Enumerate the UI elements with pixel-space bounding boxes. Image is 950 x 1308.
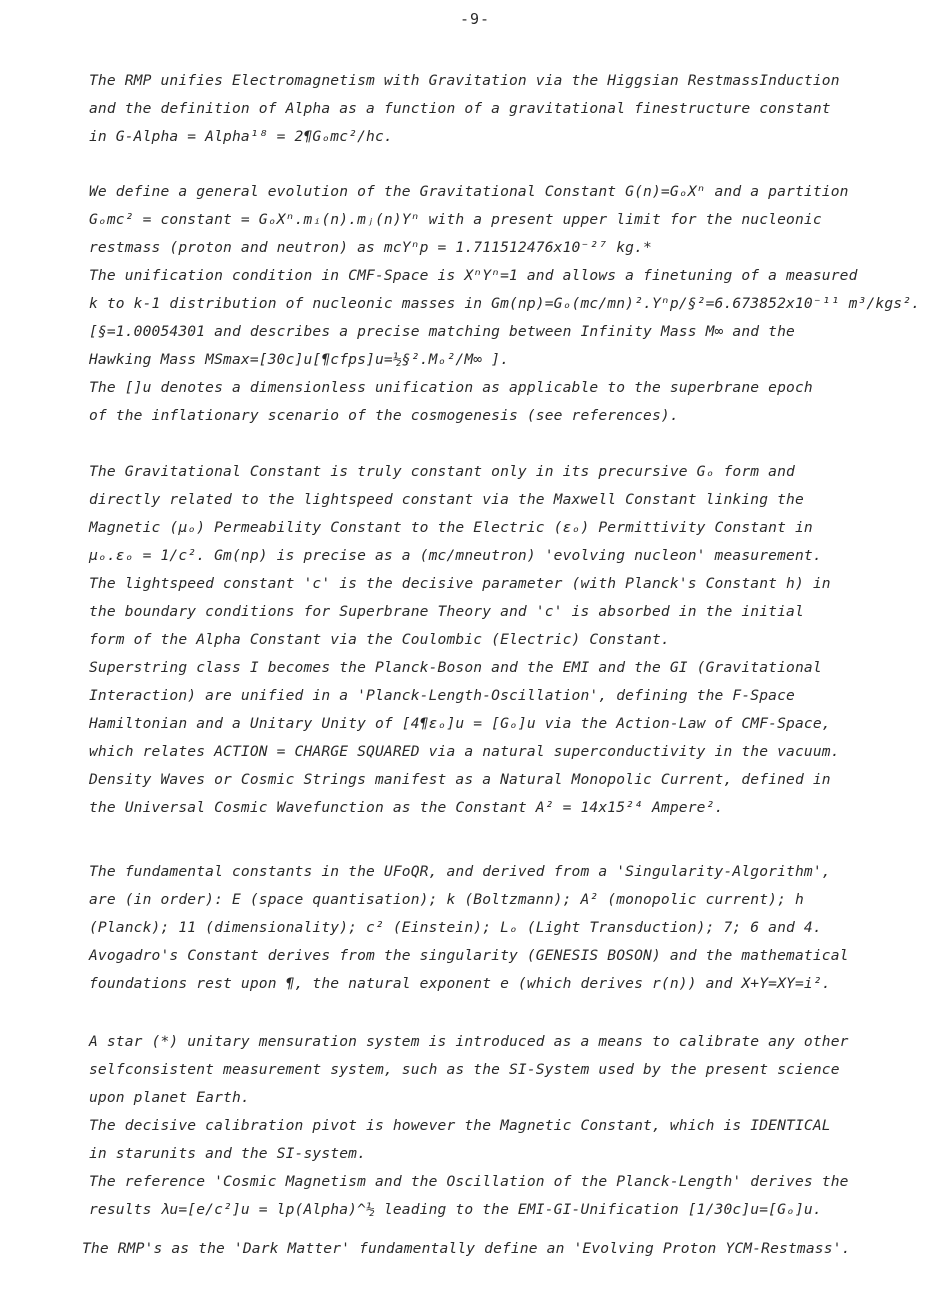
text-line: The Gravitational Constant is truly constant only in its precursive Gₒ form and	[89, 463, 795, 480]
paragraph-dark-matter	[82, 1235, 887, 1263]
text-line: k to k-1 distribution of nucleonic masses in Gm(np)=Gₒ(mc/mn)².Yⁿp/§²=6.673852x10⁻¹¹ m³/kgs².	[89, 295, 921, 312]
text-line: [§=1.00054301 and describes a precise matching between Infinity Mass M∞ and the	[89, 323, 795, 340]
text-line: We define a general evolution of the Gravitational Constant G(n)=GₒXⁿ and a partition	[89, 183, 849, 200]
text-line: the Universal Cosmic Wavefunction as the Constant A² = 14x15²⁴ Ampere².	[89, 799, 724, 816]
text-line: The RMP unifies Electromagnetism with Gravitation via the Higgsian RestmassInduction	[89, 72, 840, 89]
text-line: μₒ.εₒ = 1/c². Gm(np) is precise as a (mc/mneutron) 'evolving nucleon' measurement.	[89, 547, 822, 564]
text-line: selfconsistent measurement system, such as the SI-System used by the present science	[89, 1061, 840, 1078]
text-line: and the definition of Alpha as a function of a gravitational finestructure constant	[89, 100, 831, 117]
text-line: Avogadro's Constant derives from the singularity (GENESIS BOSON) and the mathematical	[89, 947, 849, 964]
text-line: in starunits and the SI-system.	[89, 1145, 367, 1162]
text-line: Density Waves or Cosmic Strings manifest as a Natural Monopolic Current, defined in	[89, 771, 831, 788]
text-line: (Planck); 11 (dimensionality); c² (Einstein); Lₒ (Light Transduction); 7; 6 and 4.	[89, 919, 822, 936]
paragraph-gravitational-evolution	[89, 178, 921, 430]
text-line: Magnetic (μₒ) Permeability Constant to the Electric (εₒ) Permittivity Constant in	[89, 519, 813, 536]
text-line: directly related to the lightspeed constant via the Maxwell Constant linking the	[89, 491, 804, 508]
text-line: the boundary conditions for Superbrane Theory and 'c' is absorbed in the initial	[89, 603, 804, 620]
text-line: restmass (proton and neutron) as mcYⁿp = 1.711512476x10⁻²⁷ kg.*	[89, 239, 652, 256]
text-line: Hamiltonian and a Unitary Unity of [4¶εₒ]u = [Gₒ]u via the Action-Law of CMF-Space,	[89, 715, 831, 732]
text-line: in G-Alpha = Alpha¹⁸ = 2¶Gₒmc²/hc.	[89, 128, 393, 145]
text-line: of the inflationary scenario of the cosmogenesis (see references).	[89, 407, 679, 424]
text-line: results λu=[e/c²]u = lp(Alpha)^½ leading to the EMI-GI-Unification [1/30c]u=[Gₒ]u.	[89, 1201, 822, 1218]
text-line: The reference 'Cosmic Magnetism and the Oscillation of the Planck-Length' derives the	[89, 1173, 849, 1190]
text-line: The unification condition in CMF-Space is XⁿYⁿ=1 and allows a finetuning of a measured	[89, 267, 858, 284]
text-line: which relates ACTION = CHARGE SQUARED via a natural superconductivity in the vacuum.	[89, 743, 840, 760]
text-line: foundations rest upon ¶, the natural exponent e (which derives r(n)) and X+Y=XY=i².	[89, 975, 831, 992]
text-line: The fundamental constants in the UFoQR, and derived from a 'Singularity-Algorithm',	[89, 863, 831, 880]
text-line: form of the Alpha Constant via the Coulombic (Electric) Constant.	[89, 631, 670, 648]
text-line: Hawking Mass MSmax=[30c]u[¶cfps]u=½§².Mₒ²/M∞ ].	[89, 351, 510, 368]
paragraph-star-mensuration	[89, 1028, 894, 1224]
text-line: Superstring class I becomes the Planck-Boson and the EMI and the GI (Gravitational	[89, 659, 822, 676]
text-line: The RMP's as the 'Dark Matter' fundamentally define an 'Evolving Proton YCM-Restmass'.	[82, 1240, 851, 1257]
text-line: are (in order): E (space quantisation); k (Boltzmann); A² (monopolic current); h	[89, 891, 804, 908]
paragraph-rmp-unification	[89, 67, 894, 151]
text-line: The decisive calibration pivot is however the Magnetic Constant, which is IDENTICAL	[89, 1117, 831, 1134]
page-number: -9-	[459, 10, 491, 28]
text-line: upon planet Earth.	[89, 1089, 250, 1106]
text-line: The lightspeed constant 'c' is the decisive parameter (with Planck's Constant h) in	[89, 575, 831, 592]
paragraph-fundamental-constants	[89, 858, 894, 998]
text-line: The []u denotes a dimensionless unification as applicable to the superbrane epoch	[89, 379, 813, 396]
text-line: Interaction) are unified in a 'Planck-Length-Oscillation', defining the F-Space	[89, 687, 795, 704]
text-line: Gₒmc² = constant = GₒXⁿ.mᵢ(n).mⱼ(n)Yⁿ with a present upper limit for the nucleonic	[89, 211, 822, 228]
text-line: A star (*) unitary mensuration system is introduced as a means to calibrate any other	[89, 1033, 849, 1050]
paragraph-gravitational-constant	[89, 458, 894, 822]
